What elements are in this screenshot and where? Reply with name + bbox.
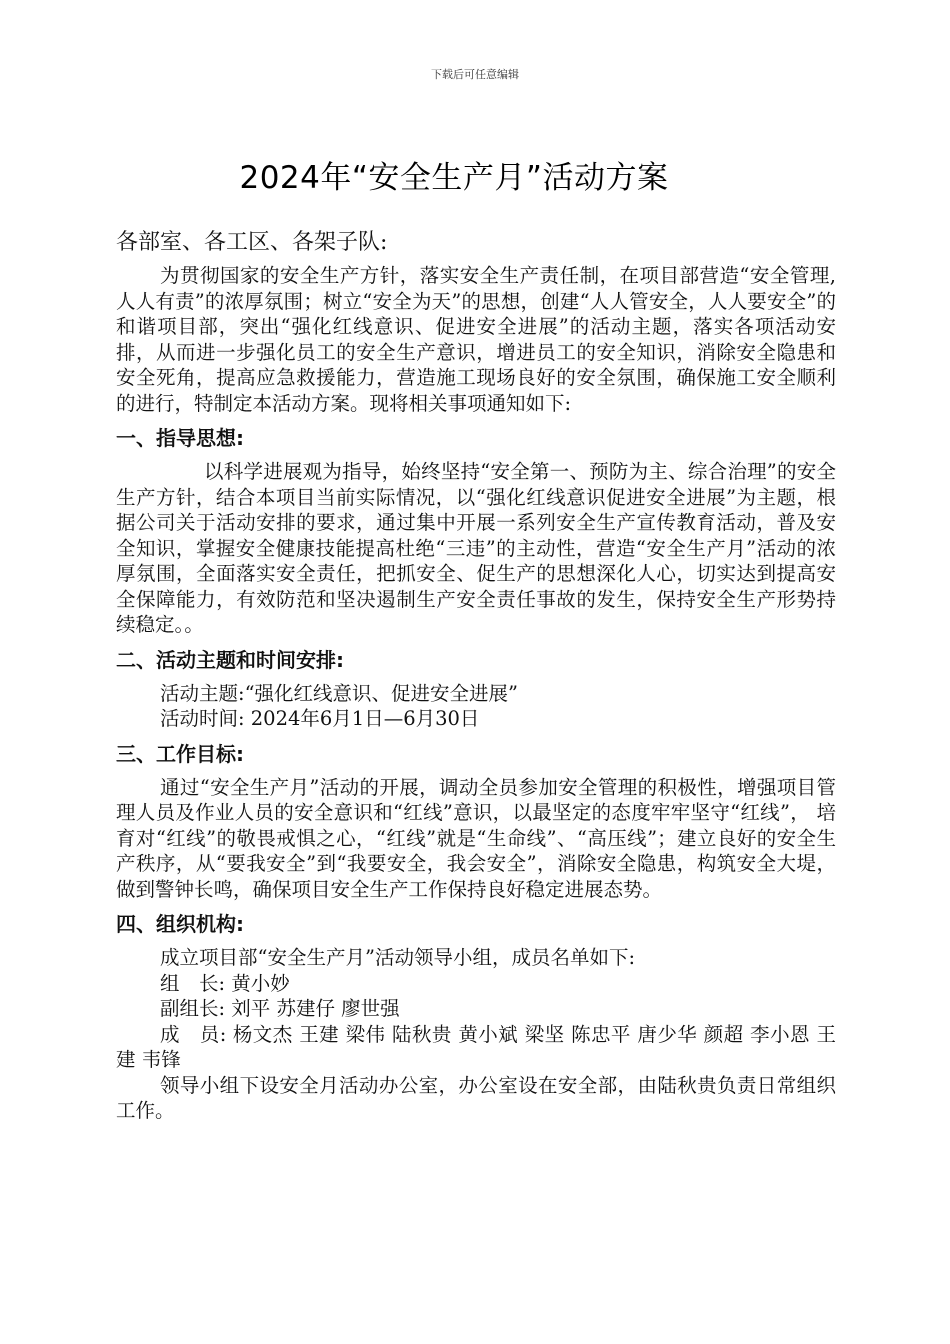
section-heading-theme-schedule: 二、活动主题和时间安排: (116, 647, 344, 672)
organization-intro-line: 成立项目部“安全生产月”活动领导小组，成员名单如下: (160, 946, 636, 969)
activity-time-line: 活动时间: 2024年6月1日—6月30日 (160, 707, 480, 730)
section-heading-organization: 四、组织机构: (116, 912, 244, 936)
section-heading-goals: 三、工作目标: (116, 741, 244, 766)
activity-theme-line: 活动主题:“强化红线意识、促进安全进展” (160, 681, 519, 705)
section-heading-guiding-thought: 一、指导思想: (116, 426, 244, 450)
document-body (116, 229, 836, 1124)
header-note: 下载后可任意编辑 (431, 68, 519, 81)
leader-line: 组 长: 黄小妙 (160, 971, 290, 995)
members-line: 成 员: 杨文杰 王建 梁伟 陆秋贵 黄小斌 梁坚 陈忠平 唐少华 颜超 李小恩 王建 韦锋 (116, 1022, 836, 1071)
intro-paragraph: 为贯彻国家的安全生产方针，落实安全生产责任制，在项目部营造“安全管理,人人有责”的浓厚氛围；树立“安全为天”的思想，创建“人人管安全，人人要安全”的和谐项目部，突出“强化红线意识、促进安全进展”的活动主题，落实各项活动安排，从而进一步强化员工的安全生产意识，增进员工的安全知识，消除安全隐患和安全死角，提高应急救援能力，营造施工现场良好的安全氛围，确保施工安全顺利的进行，特制定本活动方案。现将相关事项通知如下: (116, 264, 836, 415)
guiding-thought-paragraph: 以科学进展观为指导，始终坚持“安全第一、预防为主、综合治理”的安全生产方针，结合本项目当前实际情况，以“强化红线意识促进安全进展”为主题，根据公司关于活动安排的要求，通过集中开展一系列安全生产宣传教育活动，普及安全知识，掌握安全健康技能提高杜绝“三违”的主动性，营造“安全生产月”活动的浓厚氛围，全面落实安全责任，把抓安全、促生产的思想深化人心，切实达到提高安全保障能力，有效防范和坚决遏制生产安全责任事故的发生，保持安全生产形势持续稳定。。 (116, 460, 836, 636)
deputy-leader-line: 副组长: 刘平 苏建仔 廖世强 (160, 997, 400, 1020)
document-title: 2024年“安全生产月”活动方案 (239, 160, 669, 196)
salutation: 各部室、各工区、各架子队: (116, 230, 388, 255)
office-line: 领导小组下设安全月活动办公室，办公室设在安全部，由陆秋贵负责日常组织工作。 (116, 1073, 836, 1122)
goals-paragraph: 通过“安全生产月”活动的开展，调动全员参加安全管理的积极性，增强项目管理人员及作业人员的安全意识和“红线”意识，以最坚定的态度牢牢坚守“红线”， 培育对“红线”的敬畏戒惧之心，“红线”就是“生命线”、“高压线”；建立良好的安全生产秩序，从“要我安全”到“我要安全，我会安全”，消除安全隐患，构筑安全大堤，做到警钟长鸣，确保项目安全生产工作保持良好稳定进展态势。 (116, 775, 836, 901)
